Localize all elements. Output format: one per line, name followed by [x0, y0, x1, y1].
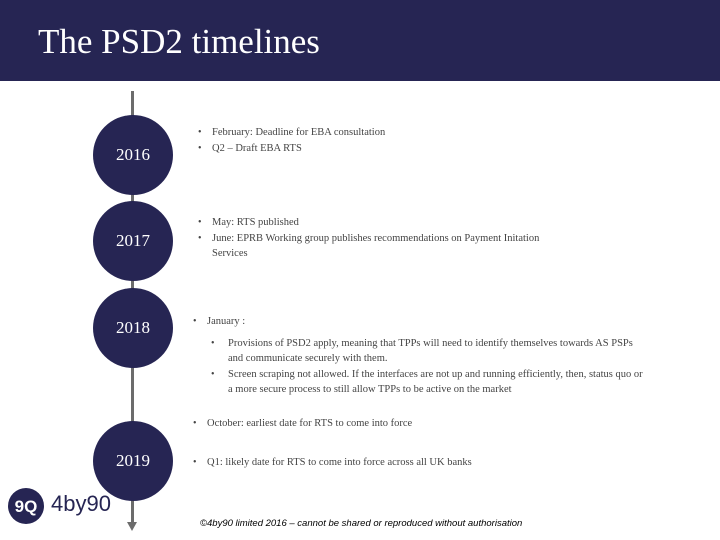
list-item: • February: Deadline for EBA consultation [198, 126, 398, 140]
list-item: • Q1: likely date for RTS to come into force across all UK banks [193, 456, 593, 470]
list-item: • January : [193, 315, 643, 329]
list-item: • June: EPRB Working group publishes recommendations on Payment Initation Services [198, 232, 548, 261]
year-marker-2016: 2016 [93, 115, 173, 195]
list-item: • Screen scraping not allowed. If the interfaces are not up and running efficiently, then, status quo or a more secure process to still allow TPPs to be active on the market [211, 368, 643, 397]
list-item: • May: RTS published [198, 216, 548, 230]
logo-mark-text: 9Q [14, 497, 38, 516]
timeline-arrow-icon [127, 522, 137, 531]
notes-2018 [193, 315, 643, 433]
slide-title: The PSD2 timelines [38, 22, 320, 61]
year-marker-2017: 2017 [93, 201, 173, 281]
notes-2019 [193, 456, 593, 472]
year-marker-2019: 2019 [93, 421, 173, 501]
header-bar [0, 0, 720, 81]
footer-copyright: ©4by90 limited 2016 – cannot be shared or reproduced without authorisation [200, 518, 523, 529]
list-item: • Q2 – Draft EBA RTS [198, 142, 398, 156]
notes-2016 [198, 126, 398, 159]
list-item: • October: earliest date for RTS to come into force [193, 417, 643, 431]
logo-mark-icon [8, 488, 44, 524]
list-item: • Provisions of PSD2 apply, meaning that TPPs will need to identify themselves towards AS PSPs and communicate securely with them. [211, 337, 643, 366]
notes-2017 [198, 216, 548, 263]
logo-text: 4by90 [51, 491, 111, 516]
year-marker-2018: 2018 [93, 288, 173, 368]
